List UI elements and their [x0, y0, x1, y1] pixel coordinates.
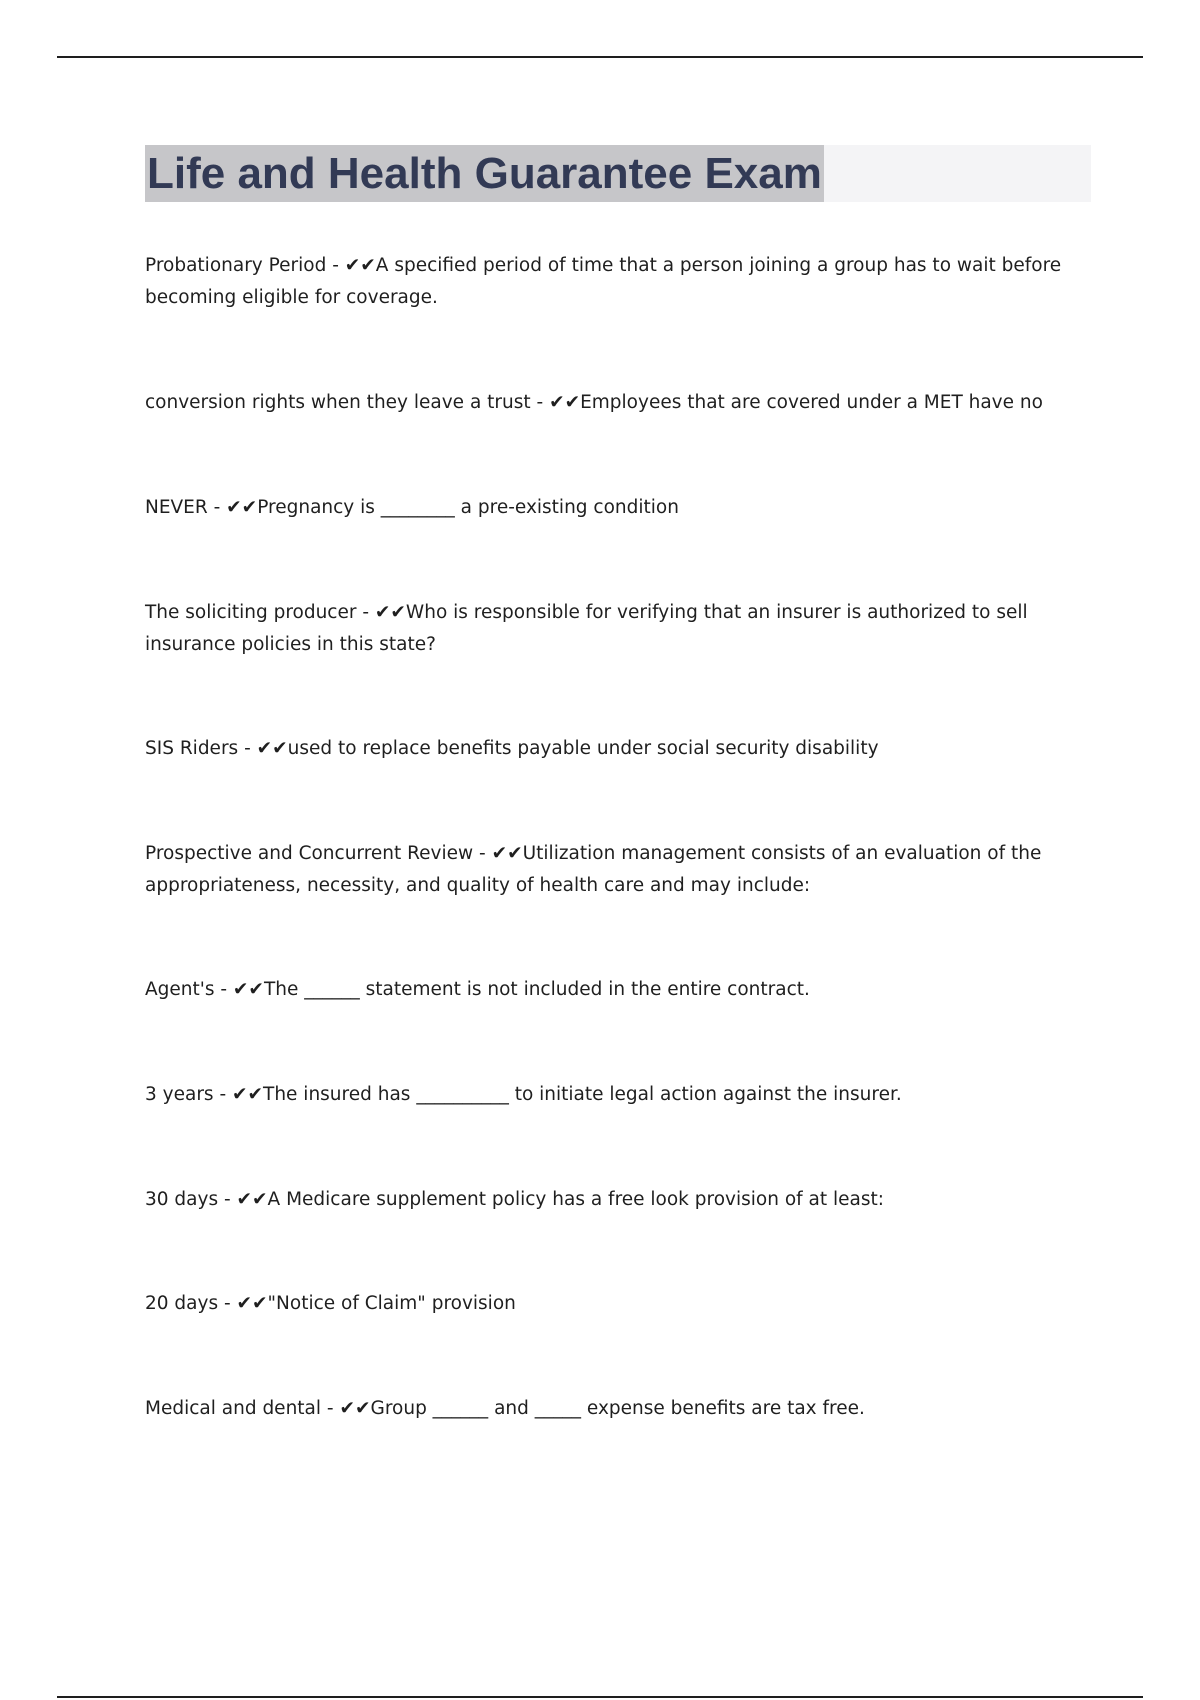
entry-term: SIS Riders — [145, 738, 239, 759]
flashcard-entry — [145, 1184, 1095, 1216]
entry-term: conversion rights when they leave a trust — [145, 392, 531, 413]
flashcard-entry — [145, 1393, 1095, 1425]
flashcard-entry — [145, 387, 1095, 419]
entry-term: Prospective and Concurrent Review — [145, 843, 474, 864]
entry-definition: The ______ statement is not included in the entire contract. — [263, 979, 810, 1000]
check-separator: - ✔✔ — [321, 1398, 371, 1419]
flashcard-entry — [145, 492, 1095, 524]
check-separator: - ✔✔ — [326, 255, 376, 276]
check-separator: - ✔✔ — [218, 1189, 268, 1210]
title-highlight-band — [145, 145, 1091, 202]
top-divider — [57, 56, 1143, 58]
entry-term: The soliciting producer — [145, 602, 357, 623]
flashcard-entry — [145, 838, 1095, 902]
check-separator: - ✔✔ — [530, 392, 581, 413]
entry-definition: Pregnancy is ________ a pre-existing condition — [257, 497, 679, 518]
check-separator: - ✔✔ — [213, 1084, 264, 1105]
check-separator: - ✔✔ — [214, 979, 264, 1000]
entry-term: NEVER — [145, 497, 208, 518]
entry-term: Agent's — [145, 979, 215, 1000]
check-separator: - ✔✔ — [207, 497, 258, 518]
flashcard-entry — [145, 1288, 1095, 1320]
bottom-divider — [57, 1696, 1143, 1698]
entry-term: 3 years — [145, 1084, 214, 1105]
flashcard-entry — [145, 250, 1095, 314]
flashcard-entry — [145, 1079, 1095, 1111]
check-separator: - ✔✔ — [473, 843, 523, 864]
entry-definition: Group ______ and _____ expense benefits are tax free. — [370, 1398, 865, 1419]
entry-term: 30 days — [145, 1189, 219, 1210]
entry-definition: Employees that are covered under a MET have no — [580, 392, 1043, 413]
check-separator: - ✔✔ — [238, 738, 288, 759]
document-title: Life and Health Guarantee Exam — [145, 145, 824, 202]
flashcard-entry — [145, 733, 1095, 765]
entry-term: Medical and dental — [145, 1398, 322, 1419]
entry-term: Probationary Period — [145, 255, 327, 276]
check-separator: - ✔✔ — [218, 1293, 268, 1314]
entry-definition: A specified period of time that a person joining a group has to wait before becoming eligible for coverage. — [145, 255, 1062, 308]
entry-definition: The insured has __________ to initiate legal action against the insurer. — [263, 1084, 902, 1105]
entry-definition: Who is responsible for verifying that an insurer is authorized to sell insurance policies in this state? — [145, 602, 1028, 655]
entry-definition: Utilization management consists of an evaluation of the appropriateness, necessity, and quality of health care and may include: — [145, 843, 1042, 896]
flashcard-entry — [145, 974, 1095, 1006]
entry-definition: used to replace benefits payable under social security disability — [287, 738, 879, 759]
entry-definition: "Notice of Claim" provision — [267, 1293, 516, 1314]
flashcard-entry — [145, 597, 1095, 661]
entry-definition: A Medicare supplement policy has a free look provision of at least: — [267, 1189, 884, 1210]
entry-term: 20 days — [145, 1293, 219, 1314]
check-separator: - ✔✔ — [356, 602, 406, 623]
